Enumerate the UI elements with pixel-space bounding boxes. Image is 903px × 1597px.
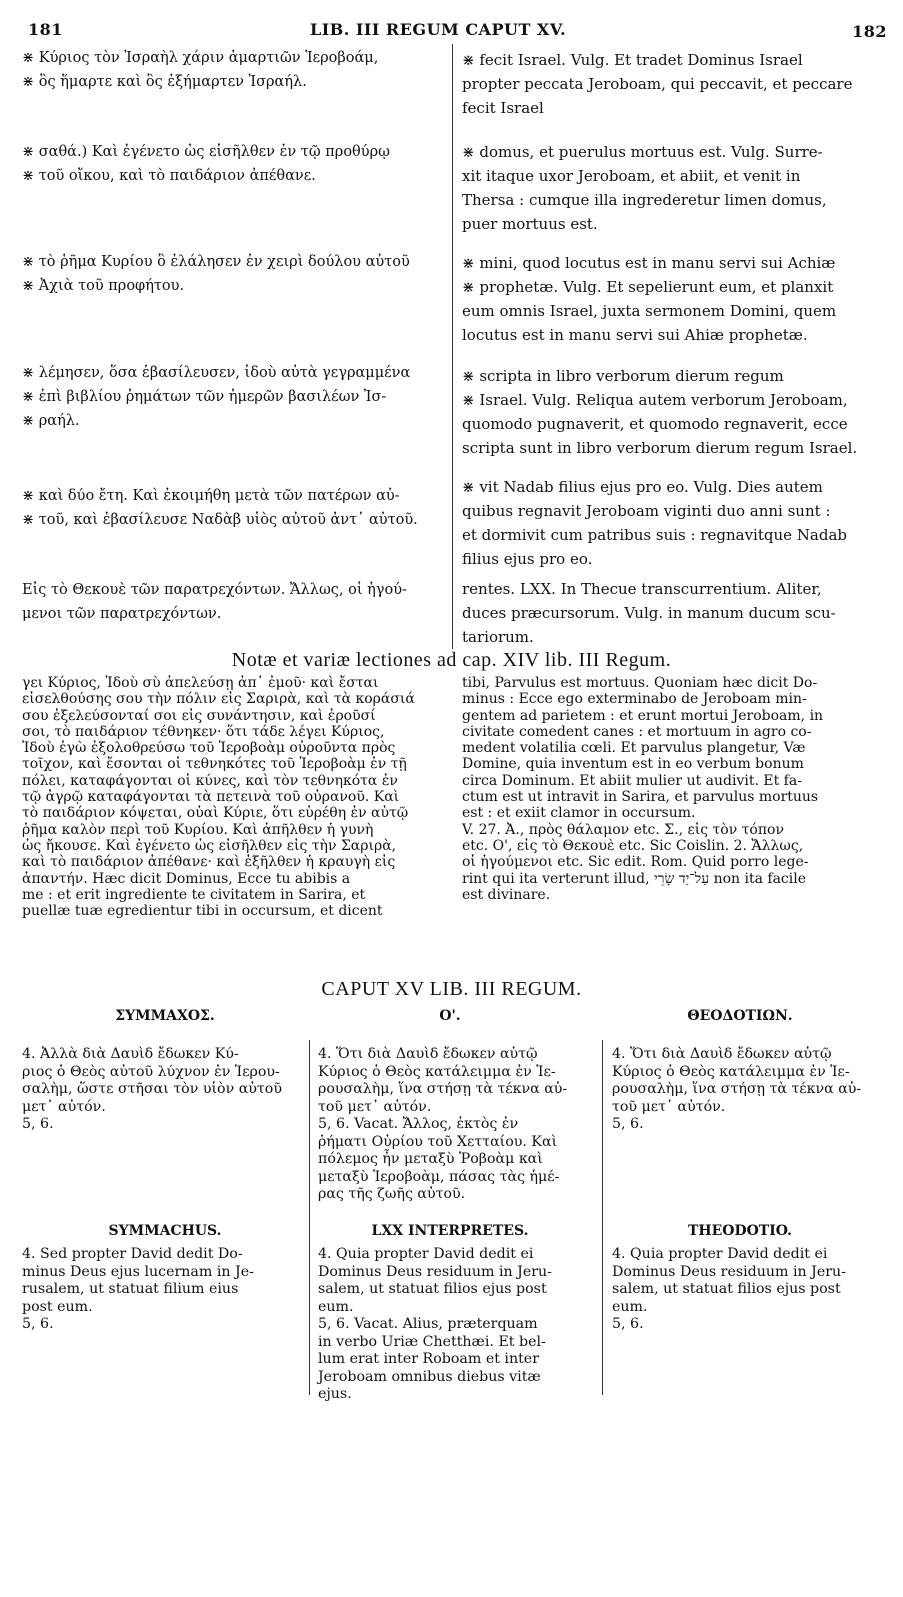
header-theodotion: ΘΕΟΔΟΤΙΩΝ. xyxy=(687,1008,793,1024)
greek-row-6: Εἰς τὸ Θεκουὲ τῶν παρατρεχόντων. Ἄλλως, οἱ ἡγού- μενοι τῶν παρατρεχόντων. xyxy=(22,582,407,622)
page-number-left: 181 xyxy=(28,20,63,39)
notes-title: Notæ et variæ lectiones ad cap. XIV lib. III Regum. xyxy=(231,649,672,671)
page-number-right: 182 xyxy=(852,22,887,41)
notes-right-column: tibi, Parvulus est mortuus. Quoniam hæc dicit Do- minus : Ecce ego exterminabo de Jeroboam min- gentem ad parietem : et erunt mortui Jeroboam, in civitate comedent canes : et mortuum in agro co- medent volatilia cœli. Et parvulus plangetur, Væ Domine, quia inventum est in eo verbum bonum circa Dominum. Et abiit mulier ut audivit. Et fa- ctum est ut intravit in Sarira, et parvulus mortuus est : et exiit clamor in occursum. V. 27. Ἀ., πρὸς θάλαμον etc. Σ., εἰς τὸν τόπον etc. Ο', εἰς τὸ Θεκουὲ etc. Sic Coislin. 2. Ἄλλως, οἱ ἡγούμενοι etc. Sic edit. Rom. Quid porro lege- rint qui ita verterunt illud, עַל־יַד שָׂרֵי non ita facile est divinare. xyxy=(462,675,824,903)
notes-left-column: γει Κύριος, Ἰδοὺ σὺ ἀπελεύσῃ ἀπ᾽ ἐμοῦ· καὶ ἔσται εἰσελθούσης σου τὴν πόλιν εἰς Σαριρὰ, καὶ τὰ κοράσιά σου ἐξελεύσονταί σοι εἰς συνάντησιν, καὶ ἐροῦσί σοι, τὸ παιδάριον τέθνηκεν· ὅτι τάδε λέγει Κύριος, Ἰδοὺ ἐγὼ ἐξολοθρεύσω τοῦ Ἱεροβοὰμ οὐροῦντα πρὸς τοῖχον, καὶ ἔσονται οἱ τεθνηκότες τοῦ Ἱεροβοὰμ ἐν τῇ πόλει, καταφάγονται οἱ κύνες, καὶ τὸν τεθνηκότα ἐν τῷ ἀγρῷ καταφάγονται τὰ πετεινὰ τοῦ οὐρανοῦ. Καὶ τὸ παιδάριον κόψεται, οὐαὶ Κύριε, ὅτι εὑρέθη ἐν αὐτῷ ῥῆμα καλὸν περὶ τοῦ Κυρίου. Καὶ ἀπῆλθεν ἡ γυνὴ ὡς ἤκουσε. Καὶ ἐγένετο ὡς εἰσῆλθεν εἰς τὴν Σαριρὰ, καὶ τὸ παιδάριον ἀπέθανε· καὶ ἐξῆλθεν ἡ κραυγὴ εἰς ἀπαντήν. Hæc dicit Dominus, Ecce tu abibis a me : et erit ingrediente te civitatem in Sarira, et puellæ tuæ egredientur tibi in occursum, et dicent xyxy=(22,675,415,920)
latin-row-6: rentes. LXX. In Thecue transcurrentium. Aliter, duces præcursorum. Vulg. in manum ducum scu- tariorum. xyxy=(462,580,836,646)
header-symmachos: ΣΥΜΜΑΧΟΣ. xyxy=(115,1008,215,1024)
latin-col-theodotio: 4. Quia propter David dedit ei Dominus Deus residuum in Jeru- salem, ut statuat filios ejus post eum. 5, 6. xyxy=(612,1246,846,1332)
latin-row-1: ⋇ fecit Israel. Vulg. Et tradet Dominus Israel propter peccata Jeroboam, qui peccavit, et peccare fecit Israel xyxy=(462,51,853,117)
greek-col-symmachos: 4. Ἀλλὰ διὰ Δαυὶδ ἔδωκεν Κύ- ριος ὁ Θεὸς αὐτοῦ λύχνον ἐν Ἱερου- σαλὴμ, ὥστε στῆσαι τὸν υἱὸν αὐτοῦ μετ᾽ αὐτόν. 5, 6. xyxy=(22,1046,282,1132)
latin-col-lxx: 4. Quia propter David dedit ei Dominus Deus residuum in Jeru- salem, ut statuat filios ejus post eum. 5, 6. Vacat. Alius, præterquam in verbo Uriæ Chetthæi. Et bel- lum erat inter Roboam et inter Jeroboam omnibus diebus vitæ ejus. xyxy=(318,1246,552,1402)
caput-title: CAPUT XV LIB. III REGUM. xyxy=(321,978,582,1000)
header-symmachus: SYMMACHUS. xyxy=(108,1223,222,1239)
column-divider xyxy=(602,1040,603,1395)
greek-col-lxx: 4. Ὅτι διὰ Δαυὶδ ἔδωκεν αὐτῷ Κύριος ὁ Θεὸς κατάλειμμα ἐν Ἱε- ρουσαλὴμ, ἵνα στήσῃ τὰ τέκνα αὐ- τοῦ μετ᾽ αὐτόν. 5, 6. Vacat. Ἄλλος, ἐκτὸς ἐν ῥήματι Οὐρίου τοῦ Χετταίου. Καὶ πόλεμος ἦν μεταξὺ Ῥοβοὰμ καὶ μεταξὺ Ἱεροβοὰμ, πάσας τὰς ἡμέ- ρας τῆς ζωῆς αὐτοῦ. xyxy=(318,1046,568,1202)
greek-row-3: ⋇ τὸ ῥῆμα Κυρίου ὃ ἐλάλησεν ἐν χειρὶ δούλου αὐτοῦ ⋇ Ἀχιὰ τοῦ προφήτου. xyxy=(22,254,410,294)
latin-col-symmachus: 4. Sed propter David dedit Do- minus Deus ejus lucernam in Je- rusalem, ut statuat filium eius post eum. 5, 6. xyxy=(22,1246,254,1332)
latin-row-5: ⋇ vit Nadab filius ejus pro eo. Vulg. Dies autem quibus regnavit Jeroboam viginti duo anni sunt : et dormivit cum patribus suis : regnavitque Nadab filius ejus pro eo. xyxy=(462,478,848,568)
latin-row-2: ⋇ domus, et puerulus mortuus est. Vulg. Surre- xit itaque uxor Jeroboam, et abiit, et venit in Thersa : cumque illa ingrederetur limen domus, puer mortuus est. xyxy=(462,143,827,233)
header-theodotio: THEODOTIO. xyxy=(687,1223,793,1239)
greek-row-1: ⋇ Κύριος τὸν Ἰσραὴλ χάριν ἁμαρτιῶν Ἱεροβοάμ, ⋇ ὃς ἥμαρτε καὶ ὃς ἐξήμαρτεν Ἰσραήλ. xyxy=(22,50,379,90)
column-divider xyxy=(309,1040,310,1395)
running-title: LIB. III REGUM CAPUT XV. xyxy=(310,20,567,39)
column-divider xyxy=(452,44,453,649)
header-lxx-greek: Ο'. xyxy=(439,1008,461,1024)
greek-row-4: ⋇ λέμησεν, ὅσα ἐβασίλευσεν, ἰδοὺ αὐτὰ γεγραμμένα ⋇ ἐπὶ βιβλίου ῥημάτων τῶν ἡμερῶν βασιλέων Ἰσ- ⋇ ραήλ. xyxy=(22,365,411,429)
header-lxx-latin: LXX INTERPRETES. xyxy=(371,1223,529,1239)
latin-row-4: ⋇ scripta in libro verborum dierum regum ⋇ Israel. Vulg. Reliqua autem verborum Jeroboam, quomodo pugnaverit, et quomodo regnaverit, ecce scripta sunt in libro verborum dierum regum Israel. xyxy=(462,367,858,457)
greek-row-5: ⋇ καὶ δύο ἔτη. Καὶ ἐκοιμήθη μετὰ τῶν πατέρων αὐ- ⋇ τοῦ, καὶ ἐβασίλευσε Ναδὰβ υἱὸς αὐτοῦ ἀντ᾽ αὐτοῦ. xyxy=(22,488,418,528)
greek-row-2: ⋇ σαθά.) Καὶ ἐγένετο ὡς εἰσῆλθεν ἐν τῷ προθύρῳ ⋇ τοῦ οἴκου, καὶ τὸ παιδάριον ἀπέθανε. xyxy=(22,144,390,184)
latin-row-3: ⋇ mini, quod locutus est in manu servi sui Achiæ ⋇ prophetæ. Vulg. Et sepelierunt eum, et planxit eum omnis Israel, juxta sermonem Domini, quem locutus est in manu servi sui Ahiæ prophetæ. xyxy=(462,254,837,344)
greek-col-theodotion: 4. Ὅτι διὰ Δαυὶδ ἔδωκεν αὐτῷ Κύριος ὁ Θεὸς κατάλειμμα ἐν Ἱε- ρουσαλὴμ, ἵνα στήσῃ τὰ τέκνα αὐ- τοῦ μετ᾽ αὐτόν. 5, 6. xyxy=(612,1046,862,1132)
